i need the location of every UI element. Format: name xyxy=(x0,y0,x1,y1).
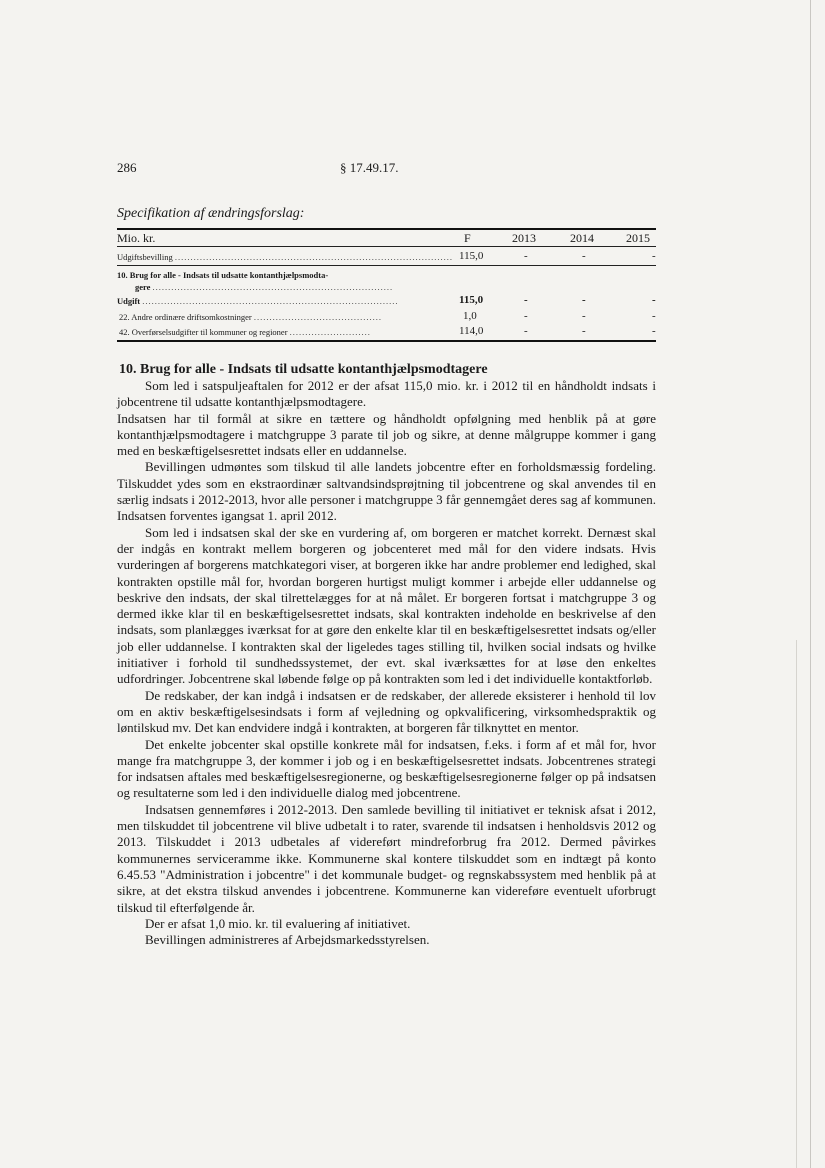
table-row-rule xyxy=(117,265,656,266)
row-label-subsection-cont: gere ............................................................................. xyxy=(135,282,394,292)
paragraph: Indsatsen har til formål at sikre en tættere og håndholdt opfølgning med henblik på at gøre kontanthjælpsmodtagere i matchgruppe 3 parate til job og sikre, at denne målgruppe kommer i gang med en beskæftigelsesrettet indsats eller en uddannelse. xyxy=(117,410,656,459)
paragraph: Bevillingen udmøntes som tilskud til alle landets jobcentre efter en forholdsmæssig fordeling. Tilskuddet ydes som en ekstraordinær saltvandsindsprøjtning til jobcentrene og skal anvendes til en særlig indsats i 2012-2013, hvor alle personer i matchgruppe 3 får gennemgået deres sag af kommunen. Indsatsen forventes igangsat 1. april 2012. xyxy=(117,459,656,524)
paragraph: Bevillingen administreres af Arbejdsmarkedsstyrelsen. xyxy=(145,932,430,948)
row-value-2015: - xyxy=(652,325,656,337)
paragraph: De redskaber, der kan indgå i indsatsen er de redskaber, der allerede eksisterer i henhold til lov om en aktiv beskæftigelsesindsats i form af vejledning og opkvalificering, virksomhedspraktik og løntilskud mv. Det kan endvidere indgå i kontrakten, at borgeren får tilknyttet en mentor. xyxy=(117,687,656,736)
row-value-f: 115,0 xyxy=(459,250,484,262)
row-value-2015: - xyxy=(652,250,656,262)
row-value-2013: - xyxy=(524,250,528,262)
row-value-2014: - xyxy=(582,325,586,337)
column-header-2013: 2013 xyxy=(512,231,536,245)
section-heading: 10. Brug for alle - Indsats til udsatte kontanthjælpsmodtagere xyxy=(119,362,488,377)
paragraph: Der er afsat 1,0 mio. kr. til evaluering af initiativet. xyxy=(145,915,411,931)
row-value-2013: - xyxy=(524,294,528,306)
section-reference: § 17.49.17. xyxy=(340,160,399,175)
row-value-2014: - xyxy=(582,310,586,322)
paragraph: Som led i satspuljeaftalen for 2012 er der afsat 115,0 mio. kr. i 2012 til en håndholdt indsats i jobcentrene til udsatte kontanthjælpsmodtagere. xyxy=(117,378,656,410)
column-header-unit: Mio. kr. xyxy=(117,231,156,245)
column-header-2014: 2014 xyxy=(570,231,594,245)
row-value-2013: - xyxy=(524,325,528,337)
row-value-2013: - xyxy=(524,310,528,322)
table-header-rule xyxy=(117,246,656,247)
page-number: 286 xyxy=(117,160,137,175)
row-value-2015: - xyxy=(652,294,656,306)
column-header-2015: 2015 xyxy=(626,231,650,245)
page-edge-line-inner xyxy=(796,640,797,1168)
row-label-subsection: 10. Brug for alle - Indsats til udsatte kontanthjælpsmodta- xyxy=(117,270,329,280)
section-body xyxy=(117,378,656,948)
paragraph: Som led i indsatsen skal der ske en vurdering af, om borgeren er matchet korrekt. Dernæst skal der indgås en kontrakt mellem borgeren og jobcenteret med mål for den videre indsats. Hvis vurderingen af borgerens matchkategori viser, at borgeren ikke har andre problemer end ledighed, skal kontrakten opstille mål for, hvordan borgeren hurtigst muligt kommer i arbejde eller uddannelse og beskrive den indsats, der skal tilrettelægges for at nå målet. Er borgeren fortsat i matchgruppe 3 og dermed ikke klar til en beskæftigelsesrettet indsats, skal kontrakten indeholde en beskrivelse af den indsats, som planlægges iværksat for at gøre den enkelte klar til en beskæftigelsesrettet indsats og/eller job eller uddannelse. I kontrakten skal der ligeledes tages stilling til, hvilken social indsats og hvilke initiativer i forhold til sundhedssystemet, der evt. skal iværksættes for at løse den enkeltes udfordringer. Jobcentrene skal løbende følge op på kontrakten som led i det individuelle kontaktforløb. xyxy=(117,524,656,687)
table-top-rule xyxy=(117,228,656,230)
paragraph: Det enkelte jobcenter skal opstille konkrete mål for indsatsen, f.eks. i form af et mål for, hvor mange fra matchgruppe 3, der kommer i job og i en beskæftigelsesrettet indsats. Jobcentrenes strategi for indsatsen aftales med beskæftigelsesregionerne, og beskæftigelsesregionerne følger op på indsatsen og resultaterne som led i den individuelle dialog med jobcentrene. xyxy=(117,736,656,801)
row-value-2014: - xyxy=(582,250,586,262)
row-value-f: 115,0 xyxy=(459,294,484,306)
paragraph: Indsatsen gennemføres i 2012-2013. Den samlede bevilling til initiativet er teknisk afsat i 2012, men tilskuddet til jobcentrene vil blive udbetalt i to rater, svarende til indsatsen i henholdsvis 2012 og 2013. Tilskuddet i 2013 udbetales af videreført mindreforbrug fra 2012. Dermed påvirkes kommunernes serviceramme ikke. Kommunerne skal kontere tilskuddet som en indtægt på konto 6.45.53 "Administration i jobcentre" i det kommunale budget- og regnskabssystem med henblik på at sikre, at det ekstra tilskud anvendes i jobcentrene. Kommunerne kan videreføre eventuelt uforbrugt tilskud til efterfølgende år. xyxy=(117,801,656,915)
row-value-2015: - xyxy=(652,310,656,322)
row-label-udgiftsbevilling: Udgiftsbevilling ......................................................................................... xyxy=(117,252,453,262)
row-value-2014: - xyxy=(582,294,586,306)
row-value-f: 1,0 xyxy=(463,310,477,322)
row-label-udgift: Udgift .................................................................................. xyxy=(117,296,399,306)
table-bottom-rule xyxy=(117,340,656,342)
page-edge-line xyxy=(810,0,811,1168)
row-value-f: 114,0 xyxy=(459,325,484,337)
row-label-account-22: 22. Andre ordinære driftsomkostninger ......................................... xyxy=(119,312,382,322)
row-label-account-42: 42. Overførselsudgifter til kommuner og regioner .......................... xyxy=(119,327,371,337)
column-header-f: F xyxy=(464,231,471,245)
specification-title: Specifikation af ændringsforslag: xyxy=(117,206,305,221)
